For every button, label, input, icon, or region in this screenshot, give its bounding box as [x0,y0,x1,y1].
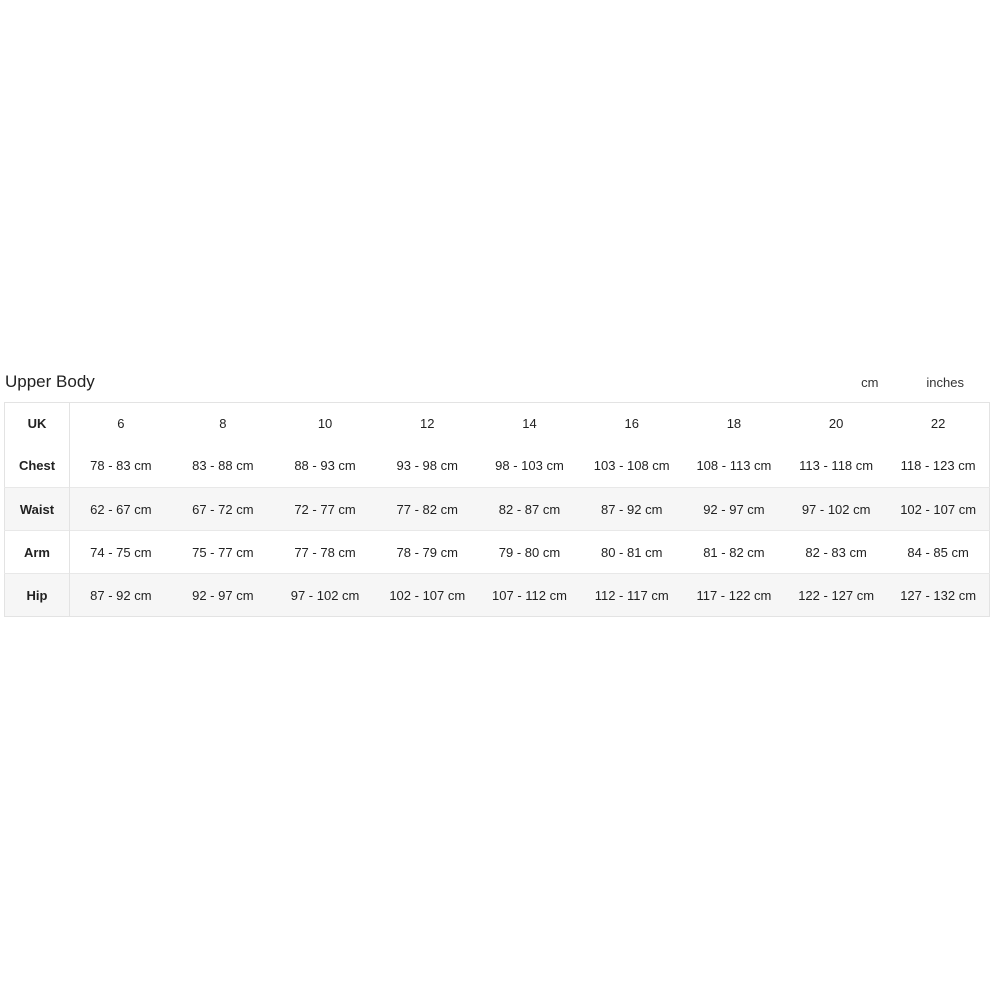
table-cell: 82 - 83 cm [805,544,867,560]
table-cell: 118 - 123 cm [900,458,976,474]
size-header-cell: 14 [522,416,537,432]
table-cell: 74 - 75 cm [90,544,152,560]
table-row-hip [5,574,990,617]
table-cell: 102 - 107 cm [887,488,989,531]
row-label: Waist [5,488,70,531]
unit-cm-option[interactable]: cm [861,375,879,390]
table-cell: 84 - 85 cm [907,544,969,560]
table-cell: 72 - 77 cm [274,488,376,531]
table-cell: 97 - 102 cm [785,488,887,531]
table-cell: 117 - 122 cm [683,574,785,617]
size-header-cell: 22 [930,416,946,432]
unit-inches-option[interactable]: inches [926,375,964,390]
table-cell: 88 - 93 cm [294,458,356,474]
size-header-row [5,403,990,445]
size-header-cell: 12 [420,416,435,432]
table-cell: 82 - 87 cm [478,488,580,531]
size-system-label: UK [5,403,70,445]
table-cell: 87 - 92 cm [70,574,172,617]
table-cell: 67 - 72 cm [172,488,274,531]
table-cell: 103 - 108 cm [593,458,670,474]
size-header-cell: 20 [828,416,844,432]
table-cell: 107 - 112 cm [478,574,580,617]
section-title: Upper Body [5,372,95,391]
size-header-cell: 10 [317,416,333,432]
table-cell: 77 - 78 cm [294,544,356,560]
table-cell: 97 - 102 cm [274,574,376,617]
table-cell: 92 - 97 cm [683,488,785,531]
size-guide-header [4,369,990,402]
row-label: Hip [5,574,70,617]
table-cell: 92 - 97 cm [172,574,274,617]
table-cell: 87 - 92 cm [581,488,683,531]
table-cell: 78 - 79 cm [396,544,458,560]
row-label: Arm [5,531,70,574]
table-cell: 81 - 82 cm [703,544,765,560]
table-cell: 77 - 82 cm [376,488,478,531]
table-cell: 122 - 127 cm [785,574,887,617]
size-guide [4,369,990,617]
table-cell: 78 - 83 cm [90,458,152,474]
size-header-cell: 18 [726,416,742,432]
size-table [4,402,990,617]
size-header-cell: 16 [624,416,639,432]
table-cell: 79 - 80 cm [498,544,561,560]
table-cell: 112 - 117 cm [581,574,683,617]
table-cell: 75 - 77 cm [192,544,254,560]
table-cell: 62 - 67 cm [70,488,172,531]
row-label: Chest [5,445,70,488]
table-cell: 108 - 113 cm [696,458,772,474]
table-cell: 98 - 103 cm [495,458,564,474]
table-cell: 93 - 98 cm [396,458,458,474]
unit-toggle [859,375,966,390]
size-header-cell: 8 [219,416,227,432]
table-cell: 83 - 88 cm [192,458,254,474]
table-cell: 113 - 118 cm [799,458,874,474]
table-cell: 127 - 132 cm [887,574,989,617]
table-row-chest [5,445,990,488]
table-cell: 102 - 107 cm [376,574,478,617]
table-cell: 80 - 81 cm [600,544,663,560]
table-row-arm [5,531,990,574]
table-row-waist [5,488,990,531]
size-header-cell: 6 [117,416,125,432]
